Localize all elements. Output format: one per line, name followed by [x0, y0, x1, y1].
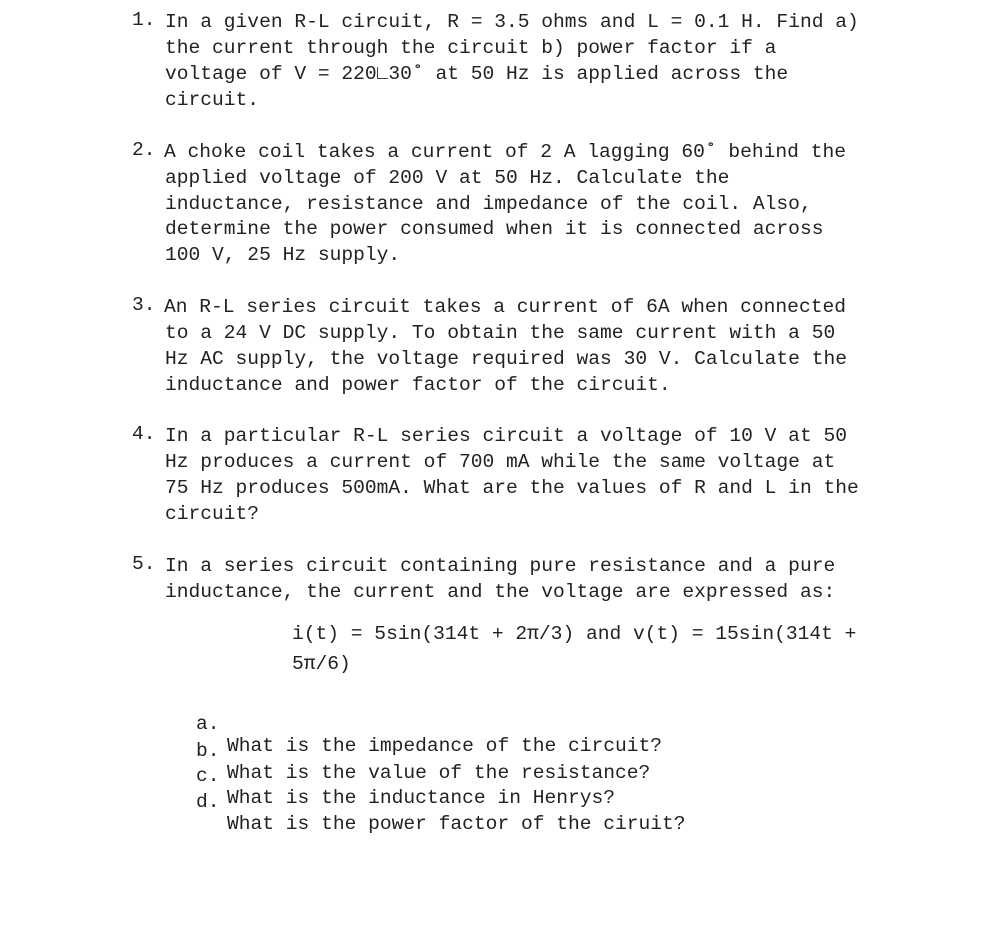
subquestion-text: What is the value of the resistance?	[227, 762, 651, 784]
question-text-line: In a given R-L circuit, R = 3.5 ohms and L = 0.1 H. Find a)	[165, 11, 859, 33]
subquestion-label: b.	[196, 740, 220, 762]
question-text-line: In a series circuit containing pure resistance and a pure	[165, 555, 836, 577]
question-text-line: Hz AC supply, the voltage required was 30 V. Calculate the	[165, 348, 847, 370]
subquestion-label: d.	[196, 791, 220, 813]
question-text-line: 100 V, 25 Hz supply.	[165, 244, 401, 266]
question-text-line: the current through the circuit b) power factor if a	[165, 37, 777, 59]
question-text-line: determine the power consumed when it is connected across	[165, 218, 824, 240]
question-text-line: circuit?	[165, 503, 260, 525]
question-text-line: Hz produces a current of 700 mA while the same voltage at	[165, 451, 836, 473]
question-number: 2.	[132, 139, 156, 161]
question-text-line: to a 24 V DC supply. To obtain the same current with a 50	[165, 322, 836, 344]
question-text-line: applied voltage of 200 V at 50 Hz. Calculate the	[165, 167, 730, 189]
question-text-line: inductance and power factor of the circuit.	[165, 374, 671, 396]
question-text-line: An R-L series circuit takes a current of 6A when connected	[164, 296, 846, 318]
subquestion-text: What is the impedance of the circuit?	[227, 735, 663, 757]
question-text-line: circuit.	[165, 89, 260, 111]
subquestion-text: What is the inductance in Henrys?	[227, 787, 616, 809]
question-number: 5.	[132, 553, 156, 575]
question-text-line: In a particular R-L series circuit a voltage of 10 V at 50	[165, 425, 847, 447]
question-text-line: voltage of V = 220∟30˚ at 50 Hz is applied across the	[165, 63, 789, 85]
question-number: 1.	[132, 9, 156, 31]
question-text-line: A choke coil takes a current of 2 A lagging 60˚ behind the	[164, 141, 846, 163]
question-number: 4.	[132, 423, 156, 445]
subquestion-label: a.	[196, 713, 220, 735]
subquestion-text: What is the power factor of the ciruit?	[227, 813, 686, 835]
formula-line: i(t) = 5sin(314t + 2π/3) and v(t) = 15sin(314t +	[292, 623, 857, 645]
question-number: 3.	[132, 294, 156, 316]
subquestion-label: c.	[196, 765, 220, 787]
question-text-line: 75 Hz produces 500mA. What are the values of R and L in the	[165, 477, 859, 499]
formula-line: 5π/6)	[292, 653, 351, 675]
question-text-line: inductance, the current and the voltage are expressed as:	[165, 581, 836, 603]
question-text-line: inductance, resistance and impedance of the coil. Also,	[165, 193, 812, 215]
